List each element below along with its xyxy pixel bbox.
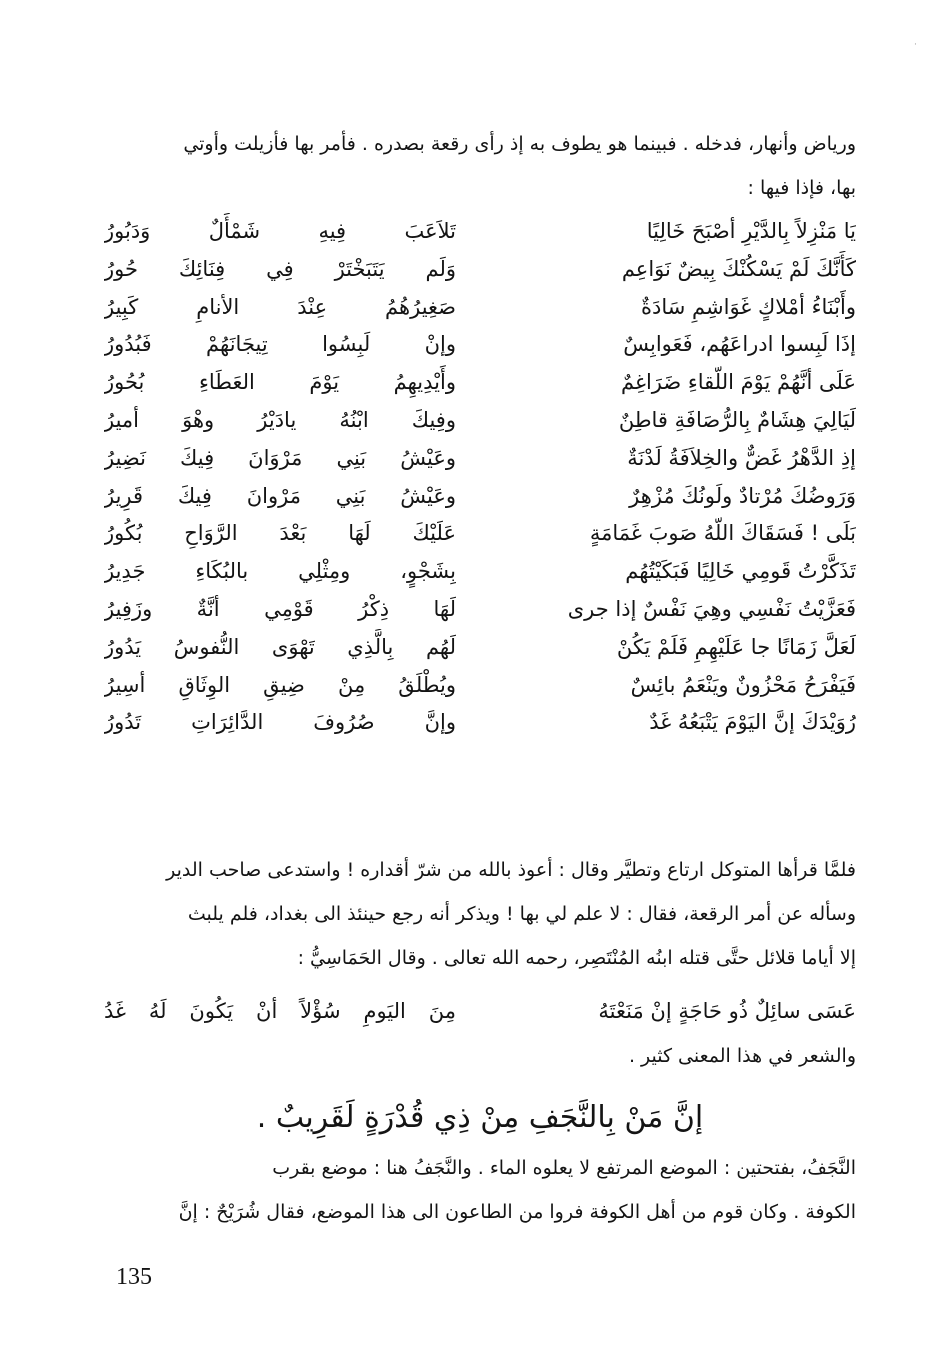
- verse-second-hemistich: بِشَجْوٍ، ومِثْلِي بالبُكَاءِ جَدِيرُ: [104, 559, 456, 584]
- poem-verse: [104, 667, 856, 705]
- verse-second-hemistich: عَلَيْكَ لَهَا بَعْدَ الرَّوَاحِ بُكُورُ: [104, 521, 456, 546]
- corner-mark: ·: [914, 40, 917, 50]
- poem-verse: [104, 478, 856, 516]
- text-line: والشعر في هذا المعنى كثير .: [628, 1045, 856, 1067]
- text-line: وسأله عن أمر الرقعة، فقال : لا علم لي بها ! ويذكر أنه رجع حينئذ الى بغداد، فلم يلبث: [187, 903, 856, 925]
- intro-paragraph: [104, 122, 856, 210]
- text-line: إلا أياما قلائل حتَّى قتله ابنُه المُنْتَصِر، رحمه الله تعالى . وقال الحَمَاسِيُّ :: [297, 947, 856, 969]
- verse-second-hemistich: مِنَ اليَومِ سُؤْلاً أنْ يَكُونَ لَهُ غَدُ: [104, 999, 456, 1023]
- poem-verse: [104, 591, 856, 629]
- text-line: النَّجَفُ، بفتحتين : الموضع المرتفع لا يعلوه الماء . والنَّجَفُ هنا : موضع بقرب: [272, 1157, 856, 1179]
- verse-first-hemistich: عَلَى أنَّهُمْ يَوْمَ اللّقاءِ ضَرَاغِمٌ: [620, 370, 856, 395]
- poem-verse: [104, 993, 856, 1031]
- verse-second-hemistich: ويُطْلَقُ مِنْ ضِيقِ الوِثَاقِ أسِيرُ: [104, 672, 456, 697]
- text-line: الكوفة . وكان قوم من أهل الكوفة فروا من الطاعون الى هذا الموضع، فقال شُرَيْحٌ : إنَّ: [178, 1201, 856, 1223]
- poem: [104, 213, 856, 742]
- verse-second-hemistich: وأَيْدِيهِمُ يَوْمَ العَطَاءِ بُحُورُ: [104, 370, 456, 395]
- verse-first-hemistich: لَعَلَّ زَمَانًا جا عَلَيْهِمِ فَلَمْ يَكُنْ: [616, 634, 856, 659]
- verse-first-hemistich: عَسَى سائِلٌ ذُو حَاجَةٍ إنْ مَنَعْتَهُ: [598, 999, 856, 1023]
- proverb-heading: إنَّ مَنْ بِالنَّجَفِ مِنْ ذِي قُدْرَةٍ لَقَرِيبٌ .: [256, 1100, 704, 1135]
- poem-verse: [104, 440, 856, 478]
- verse-second-hemistich: وعَيْشُ بَنِي مَرْوَانَ فِيكَ نَضِيرُ: [104, 445, 456, 470]
- verse-second-hemistich: وإنَّ صُرُوفَ الدَّائِرَاتِ تَدُورُ: [104, 710, 456, 735]
- verse-first-hemistich: إذَا لَبِسوا ادراعَهُم، فَعَوابِسٌ: [623, 332, 856, 357]
- poem-verse: [104, 251, 856, 289]
- verse-first-hemistich: إذِ الدَّهْرُ غَضٌّ والخِلاَفَةُ لَدْنَةٌ: [627, 445, 856, 470]
- verse-second-hemistich: وعَيْشُ بَنِي مَرْوانَ فِيكَ قَرِيرُ: [104, 483, 456, 508]
- text-line: بها، فإذا فيها :: [747, 177, 856, 199]
- after-quote-line: [104, 1034, 856, 1078]
- poem-verse: [104, 402, 856, 440]
- poem-verse: [104, 515, 856, 553]
- verse-first-hemistich: فَعَزَّيْتُ نَفْسِي وهِيَ نَفْسٌ إذا جرى: [567, 596, 856, 621]
- verse-second-hemistich: وَلَم يَتَبَخْتَرْ فِي فِنَائِكَ حُورُ: [104, 256, 456, 281]
- poem-verse: [104, 629, 856, 667]
- verse-second-hemistich: وفِيكَ ابْنُهُ يادَيْرُ وهْوَ أميرُ: [104, 407, 456, 432]
- verse-second-hemistich: لَهُم بِالَّذِي تَهْوَى النُّفوسُ يَدُورُ: [104, 634, 456, 659]
- verse-first-hemistich: بَلَى ! فَسَقَاكَ اللّهُ صَوبَ غَمَامَةٍ: [589, 521, 856, 546]
- poem-verse: [104, 213, 856, 251]
- verse-first-hemistich: لَيَالِيَ هِشَامٌ بِالرُّصَافَةِ قاطِنٌ: [618, 407, 856, 432]
- poem-verse: [104, 553, 856, 591]
- poem-verse: [104, 704, 856, 742]
- explanation-paragraph: [104, 1146, 856, 1234]
- verse-first-hemistich: يَا مَنْزِلاً بِالدَّيْرِ أصْبَحَ خَالِيًا: [646, 219, 856, 243]
- poem-verse: [104, 289, 856, 327]
- text-line: فلمَّا قرأها المتوكل ارتاع وتطيَّر وقال : أعوذ بالله من شرّ أقداره ! واستدعى صاحب الدير: [166, 859, 856, 881]
- text-line: ورياض وأنهار، فدخله . فبينما هو يطوف به إذ رأى رقعة بصدره . فأمر بها فأزيلت وأوتي: [183, 133, 856, 155]
- verse-first-hemistich: كَأَنَّكَ لَمْ يَسْكُنْكَ بِيضٌ نَوَاعِم: [621, 256, 856, 281]
- verse-second-hemistich: تَلاَعَبَ فِيهِ شَمْأَلٌ وَدَبُورُ: [104, 219, 456, 243]
- page-number: 135: [116, 1264, 152, 1290]
- verse-first-hemistich: تَذَكَّرْتُ قَومِي خَالِيًا فَبَكَيْتُهُم: [625, 559, 856, 584]
- verse-first-hemistich: فَيَفْرَحُ مَحْزُونٌ ويَنْعَمُ بائِسٌ: [630, 672, 856, 697]
- verse-second-hemistich: لَهَا ذِكْرُ قَوْمِي أنَّةٌ وزَفِيرُ: [104, 596, 456, 621]
- poem-verse: [104, 364, 856, 402]
- verse-second-hemistich: وإنْ لَبِسُوا تِيجَانَهُمْ فَبُدُورُ: [104, 332, 456, 357]
- quoted-verse: [104, 993, 856, 1031]
- verse-first-hemistich: وأَبْنَاءُ أمْلاكٍ غَوَاشِمِ سَادَةٌ: [641, 294, 856, 319]
- verse-first-hemistich: رُوَيْدَكَ إنَّ اليَوْمَ يَتْبَعُهُ غَدٌ: [649, 710, 856, 735]
- poem-verse: [104, 326, 856, 364]
- verse-second-hemistich: صَغِيرُهُمُ عِنْدَ الأنامِ كَبِيرُ: [104, 294, 456, 319]
- narrative-paragraph: [104, 848, 856, 980]
- verse-first-hemistich: وَرَوضُكَ مُرْتادٌ ولَونُكَ مُزْهِرٌ: [629, 483, 856, 508]
